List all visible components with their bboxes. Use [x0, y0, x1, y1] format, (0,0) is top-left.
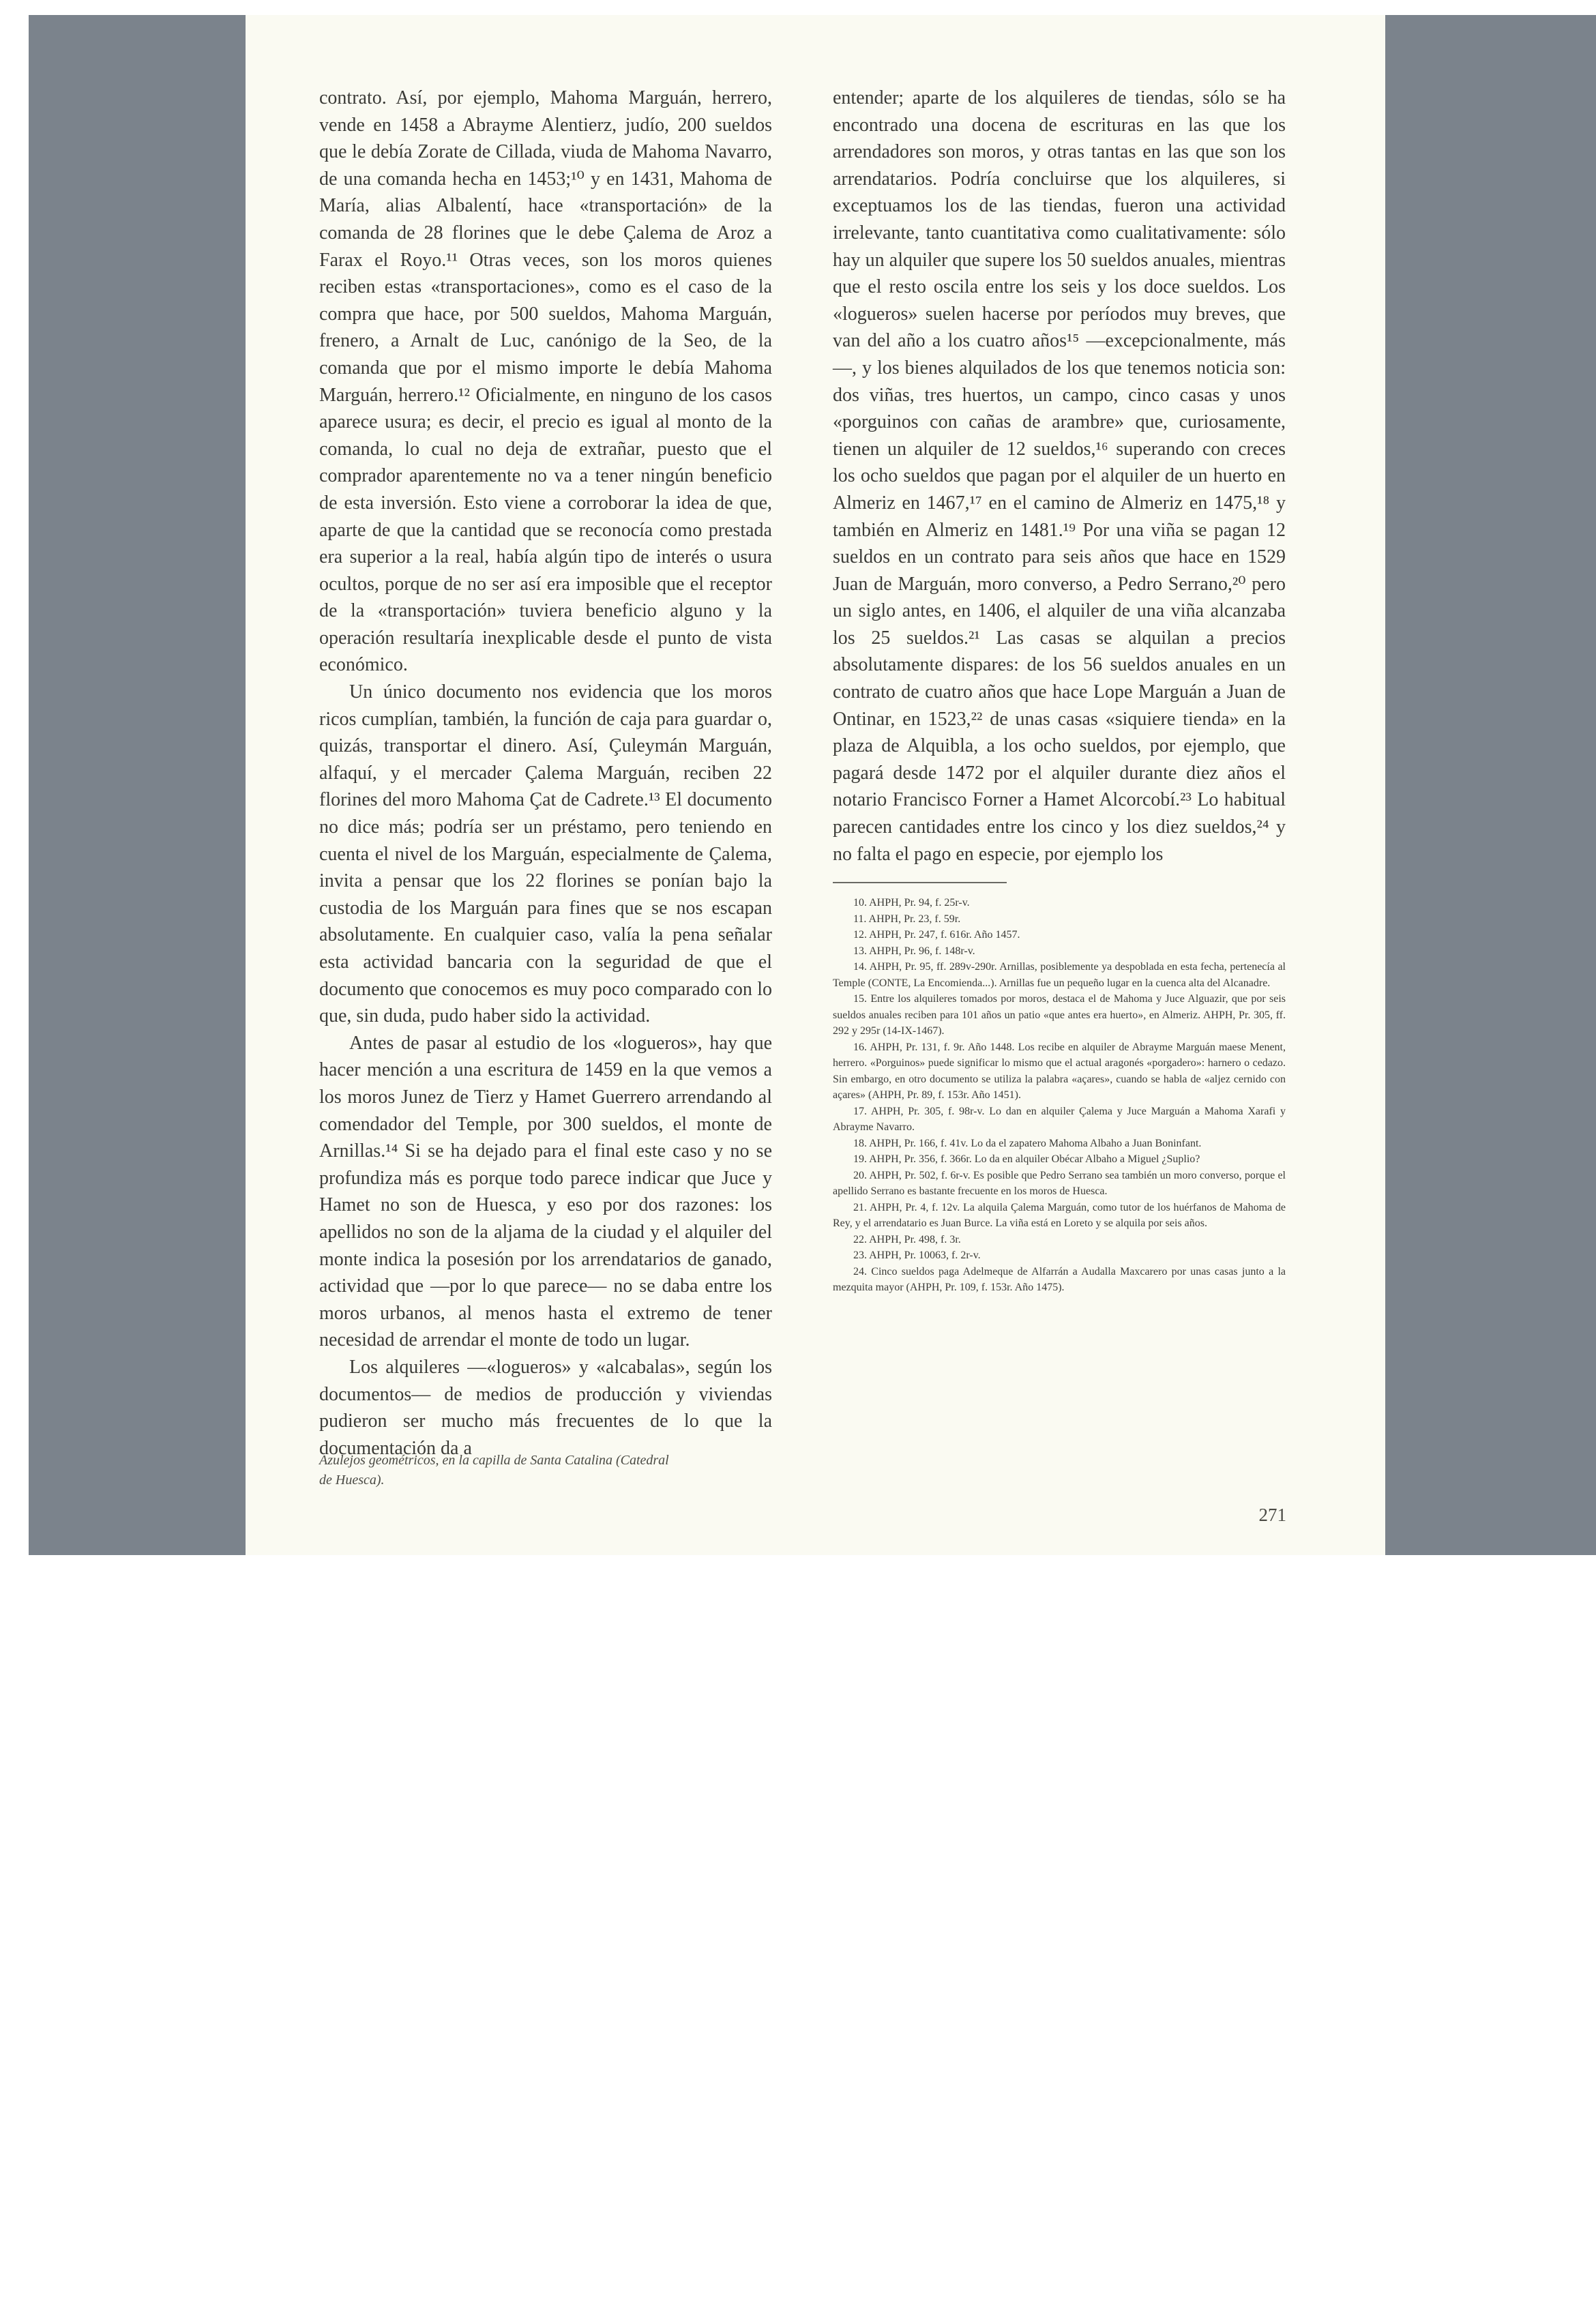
footnote: 20. AHPH, Pr. 502, f. 6r-v. Es posible que Pedro Serrano sea también un moro converso, porque el apellido Serrano es bastante frecuente en los moros de Huesca. — [833, 1169, 1286, 1197]
footnote: 15. Entre los alquileres tomados por moros, destaca el de Mahoma y Juce Alguazir, que por seis sueldos anuales reciben para 101 años un patio «que antes era huerto», en Almeriz. AHPH, Pr. 305, ff. 292 y 295r (14-IX-1467). — [833, 993, 1286, 1037]
paragraph: Un único documento nos evidencia que los moros ricos cumplían, también, la función de caja para guardar o, quizás, transportar el dinero. Así, Çuleymán Marguán, alfaquí, y el mercader Çalema Marguán, reciben 22 florines del moro Mahoma Çat de Cadrete.¹³ El documento no dice más; podría ser un préstamo, pero teniendo en cuenta el nivel de los Marguán, especialmente de Çalema, invita a pensar que los 22 florines se ponían bajo la custodia de los Marguán para fines que se nos escapan absolutamente. En cualquier caso, valía la pena señalar esta actividad bancaria con la seguridad de que el documento que conocemos es muy poco comparado con lo que, sin duda, pudo haber sido la actividad. — [319, 681, 772, 1027]
footnote: 24. Cinco sueldos paga Adelmeque de Alfarrán a Audalla Maxcarero por unas casas junto a la mezquita mayor (AHPH, Pr. 109, f. 153r. Año 1475). — [833, 1265, 1286, 1293]
footnote: 21. AHPH, Pr. 4, f. 12v. La alquila Çalema Marguán, como tutor de los huérfanos de Mahoma de Rey, y el arrendatario es Juan Burce. La viña está en Loreto y se alquila por seis años. — [833, 1201, 1286, 1229]
footnote: 12. AHPH, Pr. 247, f. 616r. Año 1457. — [853, 929, 1020, 941]
footnote: 10. AHPH, Pr. 94, f. 25r-v. — [853, 897, 970, 909]
footnote-divider — [833, 882, 1007, 883]
scan-margin-right — [1385, 15, 1596, 1555]
paragraph: contrato. Así, por ejemplo, Mahoma Marguán, herrero, vende en 1458 a Abrayme Alentierz, judío, 200 sueldos que le debía Zorate de Cillada, viuda de Mahoma Navarro, de una comanda hecha en 1453;¹⁰ y en 1431, Mahoma de María, alias Albalentí, hace «transportación» de la comanda de 28 florines que le debe Çalema de Aroz a Farax el Royo.¹¹ Otras veces, son los moros quienes reciben estas «transportaciones», como es el caso de la compra que hace, por 500 sueldos, Mahoma Marguán, frenero, a Arnalt de Luc, canónigo de la Seo, de la comanda que por el mismo importe le debía Mahoma Marguán, herrero.¹² Oficialmente, en ninguno de los casos aparece usura; es decir, el precio es igual al monto de la comanda, lo cual no deja de extrañar, puesto que el comprador aparentemente no va a tener ningún beneficio de esta inversión. Esto viene a corroborar la idea de que, aparte de que la cantidad que se reconocía como prestada era superior a la real, había algún tipo de interés o usura ocultos, porque de no ser así era imposible que el receptor de la «transportación» tuviera beneficio alguno y la operación resultaría inexplicable desde el punto de vista económico. — [319, 87, 772, 676]
footnotes — [833, 895, 1286, 1296]
book-page — [246, 15, 1385, 1555]
left-column — [319, 85, 772, 1462]
footnote: 16. AHPH, Pr. 131, f. 9r. Año 1448. Los recibe en alquiler de Abrayme Marguán maese Menent, herrero. «Porguinos» puede significar lo mismo que el actual aragonés «porgadero»: harnero o cedazo. Sin embargo, en otro documento se utiliza la palabra «açares», cuando se habla de «aljez cernido con açares» (AHPH, Pr. 89, f. 153r. Año 1451). — [833, 1041, 1286, 1101]
scan-margin-left — [29, 15, 246, 1555]
paragraph: entender; aparte de los alquileres de tiendas, sólo se ha encontrado una docena de escrituras en las que los arrendadores son moros, y otras tantas en las que son los arrendatarios. Podría concluirse que los alquileres, si exceptuamos los de las tiendas, fueron una actividad irrelevante, tanto cuantitativa como cualitativamente: sólo hay un alquiler que supere los 50 sueldos anuales, mientras que el resto oscila entre los seis y los doce sueldos. Los «logueros» suelen hacerse por períodos muy breves, que van del año a los cuatro años¹⁵ —excepcionalmente, más—, y los bienes alquilados de los que tenemos noticia son: dos viñas, tres huertos, un campo, cinco casas y unos «porguinos con cañas de arambre» que, curiosamente, tienen un alquiler de 12 sueldos,¹⁶ superando con creces los ocho sueldos que pagan por el alquiler de un huerto en Almeriz en 1467,¹⁷ en el camino de Almeriz en 1475,¹⁸ y también en Almeriz en 1481.¹⁹ Por una viña se pagan 12 sueldos en un contrato para seis años que hace en 1529 Juan de Marguán, moro converso, a Pedro Serrano,²⁰ pero un siglo antes, en 1406, el alquiler de una viña alcanzaba los 25 sueldos.²¹ Las casas se alquilan a precios absolutamente dispares: de los 56 sueldos anuales en un contrato de cuatro años que hace Lope Marguán a Juan de Ontinar, en 1523,²² de unas casas «siquiere tienda» en la plaza de Alquibla, a los ocho sueldos, por ejemplo, que pagará desde 1472 por el alquiler durante diez años el notario Francisco Forner a Hamet Alcorcobí.²³ Lo habitual parecen cantidades entre los cinco y los diez sueldos,²⁴ y no falta el pago en especie, por ejemplo los — [833, 87, 1286, 865]
image-caption: Azulejos geométricos, en la capilla de Santa Catalina (Catedral de Huesca). — [319, 1453, 669, 1488]
paragraph: Los alquileres —«logueros» y «alcabalas», según los documentos— de medios de producción y viviendas pudieron ser mucho más frecuentes de lo que la documentación da a — [319, 1356, 772, 1459]
footnote: 18. AHPH, Pr. 166, f. 41v. Lo da el zapatero Mahoma Albaho a Juan Boninfant. — [853, 1137, 1202, 1149]
footnote: 19. AHPH, Pr. 356, f. 366r. Lo da en alquiler Obécar Albaho a Miguel ¿Suplio? — [853, 1153, 1200, 1165]
right-column — [833, 85, 1286, 868]
page-number: 271 — [1258, 1505, 1286, 1525]
footnote: 14. AHPH, Pr. 95, ff. 289v-290r. Arnillas, posiblemente ya despoblada en esta fecha, pertenecía al Temple (CONTE, La Encomienda...). Arnillas fue un pequeño lugar en la cuenca alta del Alcanadre. — [833, 961, 1286, 989]
footnote: 17. AHPH, Pr. 305, f. 98r-v. Lo dan en alquiler Çalema y Juce Marguán a Mahoma Xarafi y Abrayme Navarro. — [833, 1105, 1286, 1133]
footnote: 13. AHPH, Pr. 96, f. 148r-v. — [853, 945, 975, 957]
footnote: 22. AHPH, Pr. 498, f. 3r. — [853, 1233, 961, 1245]
footnote: 23. AHPH, Pr. 10063, f. 2r-v. — [853, 1250, 981, 1261]
footnote: 11. AHPH, Pr. 23, f. 59r. — [853, 913, 961, 925]
paragraph: Antes de pasar al estudio de los «logueros», hay que hacer mención a una escritura de 1459 en la que vemos a los moros Junez de Tierz y Hamet Guerrero arrendando al comendador del Temple, por 300 sueldos, el monte de Arnillas.¹⁴ Si se ha dejado para el final este caso y no se profundiza más es porque todo parece indicar que Juce y Hamet no son de Huesca, y eso por dos razones: los apellidos no son de la aljama de la ciudad y el alquiler del monte indica la posesión por los arrendatarios de ganado, actividad que —por lo que parece— no se daba entre los moros urbanos, al menos hasta el extremo de tener necesidad de arrendar el monte de todo un lugar. — [319, 1032, 772, 1351]
